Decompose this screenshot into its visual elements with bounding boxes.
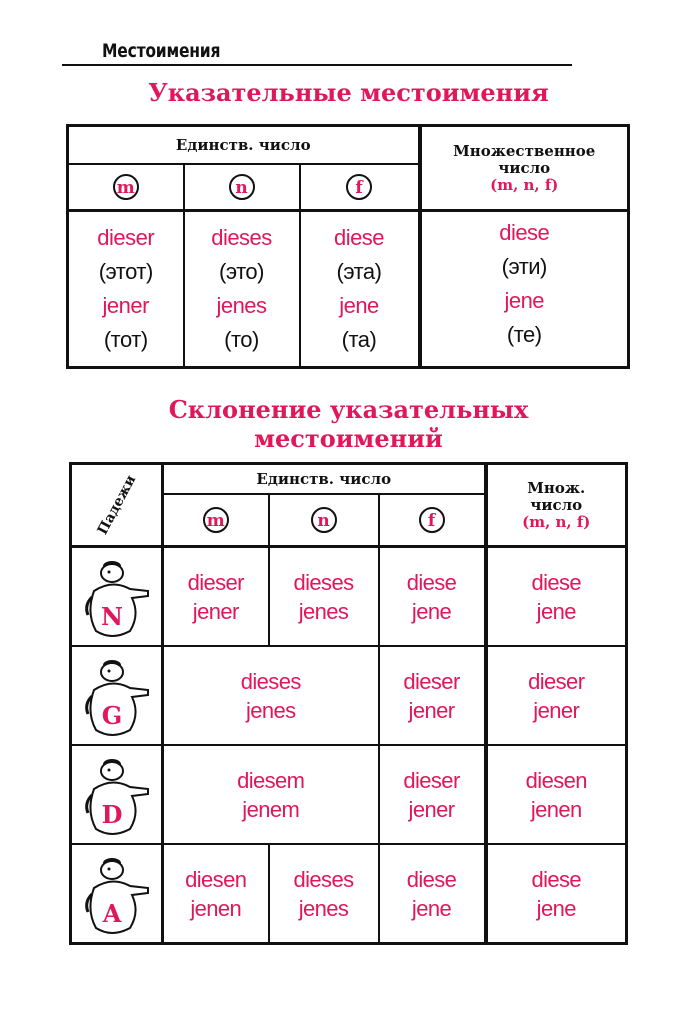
masculine-cell [68, 211, 184, 368]
word: dieses [211, 225, 272, 250]
word: diesem [237, 767, 305, 793]
word: diesen [525, 767, 587, 793]
gender-n-badge: n [229, 174, 255, 200]
case-figure-icon [82, 553, 152, 641]
case-letter: N [100, 601, 123, 631]
case-cell-genitive [71, 646, 163, 745]
a-neuter-cell [269, 844, 379, 944]
word: jener [192, 598, 239, 624]
translation: (это) [219, 259, 264, 284]
word: jene [339, 293, 379, 318]
word: jene [536, 598, 576, 624]
case-cell-nominative [71, 547, 163, 647]
d-plural-cell [486, 745, 627, 844]
word: diese [499, 220, 550, 245]
g-feminine-cell [379, 646, 486, 745]
gender-f-cell [300, 164, 420, 211]
n-neuter-cell [269, 547, 379, 647]
cases-label: Падежи [94, 472, 139, 538]
word: dieser [97, 225, 155, 250]
neuter-cell [184, 211, 300, 368]
word: jene [536, 895, 576, 921]
gender-f-badge: f [346, 174, 372, 200]
plural-header-line1: Множественное [453, 141, 596, 160]
pronouns-table [66, 124, 630, 369]
plural-cell [420, 211, 629, 368]
title-demonstrative-pronouns: Указательные местоимения [148, 78, 549, 107]
case-figure-icon [82, 850, 152, 938]
word: diese [406, 569, 457, 595]
title-declension-line2: местоимений [254, 424, 443, 453]
word: jene [504, 288, 545, 313]
plural-header [420, 126, 629, 211]
word: dieses [240, 668, 301, 694]
n-plural-cell [486, 547, 627, 647]
word: dieser [187, 569, 244, 595]
gender-n-cell [184, 164, 300, 211]
gender-n-cell [269, 494, 379, 547]
translation: (этот) [98, 259, 153, 284]
a-feminine-cell [379, 844, 486, 944]
gender-m-badge: m [203, 507, 229, 533]
word: jenes [245, 697, 296, 723]
singular-header: Единств. число [68, 126, 420, 165]
word: diese [406, 866, 457, 892]
d-feminine-cell [379, 745, 486, 844]
word: jenen [190, 895, 242, 921]
case-figure-icon [82, 751, 152, 839]
word: dieses [293, 866, 354, 892]
n-masculine-cell [163, 547, 269, 647]
g-plural-cell [486, 646, 627, 745]
word: jenes [216, 293, 267, 318]
translation: (тот) [103, 327, 148, 352]
translation: (те) [506, 322, 542, 347]
word: jenes [298, 895, 349, 921]
heading-rule [62, 64, 572, 66]
word: dieser [403, 668, 460, 694]
a-masculine-cell [163, 844, 269, 944]
case-letter: G [101, 700, 122, 730]
translation: (эти) [501, 254, 547, 279]
gender-m-cell [68, 164, 184, 211]
word: dieser [528, 668, 585, 694]
translation: (эта) [336, 259, 382, 284]
case-figure-icon [82, 652, 152, 740]
case-letter: A [102, 898, 121, 928]
gender-n-badge: n [311, 507, 337, 533]
translation: (та) [341, 327, 377, 352]
word: jenem [242, 796, 300, 822]
singular-header: Единств. число [163, 464, 486, 495]
declension-table [69, 462, 628, 945]
plural-header-line1: Множ. [527, 478, 586, 497]
word: jene [411, 598, 452, 624]
case-cell-accusative [71, 844, 163, 944]
translation: (то) [224, 327, 259, 352]
gender-m-cell [163, 494, 269, 547]
gender-m-badge: m [113, 174, 139, 200]
word: dieser [403, 767, 460, 793]
plural-header-line2: число [498, 158, 551, 177]
gender-f-cell [379, 494, 486, 547]
feminine-cell [300, 211, 420, 368]
word: diese [531, 866, 582, 892]
word: jene [411, 895, 452, 921]
case-letter: D [101, 799, 122, 829]
g-masc-neuter-cell [163, 646, 379, 745]
case-cell-dative [71, 745, 163, 844]
word: jener [408, 796, 455, 822]
gender-f-badge: f [419, 507, 445, 533]
word: jener [102, 293, 149, 318]
word: jener [408, 697, 455, 723]
section-heading: Местоимения [102, 40, 221, 62]
word: diesen [185, 866, 247, 892]
word: dieses [293, 569, 354, 595]
n-feminine-cell [379, 547, 486, 647]
title-declension [0, 395, 697, 453]
plural-genders: (m, n, f) [490, 175, 559, 194]
plural-header-line2: число [530, 495, 583, 514]
word: diese [531, 569, 582, 595]
d-masc-neuter-cell [163, 745, 379, 844]
word: jener [533, 697, 580, 723]
title-declension-line1: Склонение указательных [168, 395, 529, 424]
word: jenes [298, 598, 349, 624]
plural-header [486, 464, 627, 547]
a-plural-cell [486, 844, 627, 944]
word: jenen [530, 796, 582, 822]
cases-header [71, 464, 163, 547]
word: diese [333, 225, 385, 250]
plural-genders: (m, n, f) [522, 512, 591, 531]
